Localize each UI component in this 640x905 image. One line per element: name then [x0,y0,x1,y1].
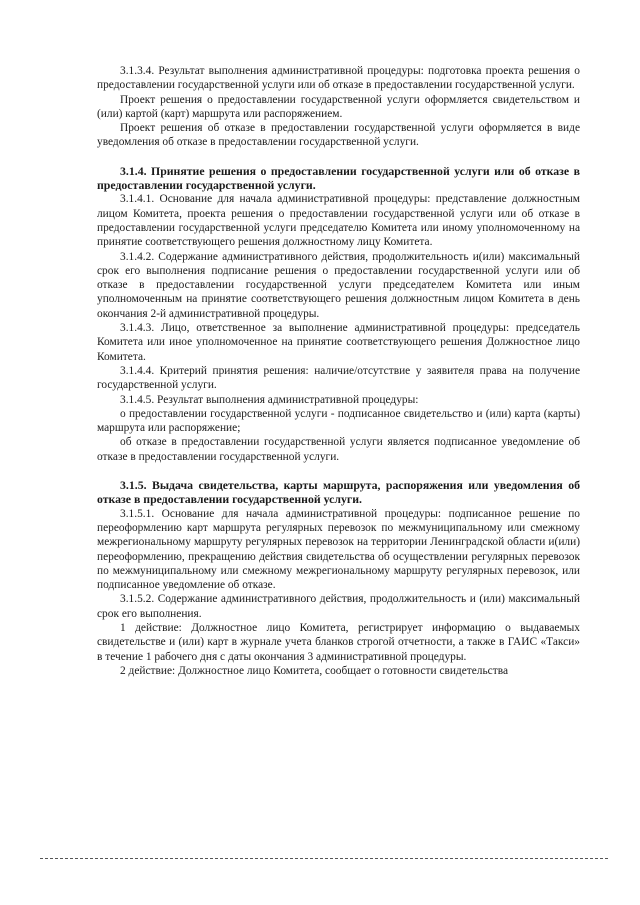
paragraph-3-1-3-4: 3.1.3.4. Результат выполнения административной процедуры: подготовка проекта решения о предоставлении государственной услуги или об отказе в предоставлении государственной услуги. [97,65,580,92]
paragraph-3-1-4-3: 3.1.4.3. Лицо, ответственное за выполнение административной процедуры: председатель Комитета или иное уполномоченное на принятие соответствующего решения Должностное лицо Комитета. [97,322,580,363]
paragraph-3-1-5-2: 3.1.5.2. Содержание административного действия, продолжительность и (или) максимальный срок его выполнения. [97,593,580,620]
paragraph-result-refusal: об отказе в предоставлении государственной услуги является подписанное уведомление об отказе в предоставлении государственной услуги. [97,436,580,463]
heading-3-1-4: 3.1.4. Принятие решения о предоставлении государственной услуги или об отказе в предоставлении государственной услуги. [97,163,580,193]
heading-3-1-5: 3.1.5. Выдача свидетельства, карты маршрута, распоряжения или уведомления об отказе в предоставлении государственной услуги. [97,478,580,507]
paragraph-action-2: 2 действие: Должностное лицо Комитета, сообщает о готовности свидетельства [120,664,508,677]
paragraph-3-1-4-4: 3.1.4.4. Критерий принятия решения: наличие/отсутствие у заявителя права на получение государственной услуги. [97,364,580,392]
paragraph-action-1: 1 действие: Должностное лицо Комитета, регистрирует информацию о выдаваемых свидетельстве и (или) карт в журнале учета бланков строгой отчетности, а также в ГАИС «Такси» в течение 1 рабочего дня с даты окончания 3 административной процедуры. [97,621,580,663]
spacer [97,150,580,164]
paragraph-refusal-draft: Проект решения об отказе в предоставлении государственной услуги оформляется в виде уведомления об отказе в предоставлении государственной услуги. [97,122,580,149]
paragraph-3-1-4-2: 3.1.4.2. Содержание административного действия, продолжительность и(или) максимальный срок его выполнения подписание решения о предоставлении государственной услуги или об отказе в предоставлении государственной услуги председателем Комитета или иным уполномоченным на принятие соответствующего решения должностным лицом Комитета в день окончания 2-й административной процедуры. [97,250,580,320]
page-bottom-line [40,858,608,859]
paragraph-result-grant: о предоставлении государственной услуги - подписанное свидетельство и (или) карта (карты) маршрута или распоряжение; [97,407,580,435]
spacer [97,464,580,478]
paragraph-3-1-4-1: 3.1.4.1. Основание для начала административной процедуры: представление должностным лицом Комитета, проекта решения о предоставлении государственной услуги или об отказе в предоставлении государственной услуги председателю Комитета или иному уполномоченному на принятие соответствующего решения должностному лицу Комитета. [97,193,580,249]
paragraph-3-1-5-1: 3.1.5.1. Основание для начала административной процедуры: подписанное решение по переоформлению карт маршрута регулярных перевозок по межмуниципальному или смежному межрегиональному маршруту регулярных перевозок на территории Ленинградской области и(или) переоформлению, прекращению действия свидетельства об осуществлении регулярных перевозок по межмуниципальному или смежному межрегиональному маршруту регулярных перевозок, или подписанное уведомление об отказе. [97,507,580,592]
paragraph-3-1-4-5: 3.1.4.5. Результат выполнения административной процедуры: [120,393,419,406]
paragraph-decision-draft: Проект решения о предоставлении государственной услуги оформляется свидетельством и (или) картой (карт) маршрута или распоряжением. [97,93,580,120]
